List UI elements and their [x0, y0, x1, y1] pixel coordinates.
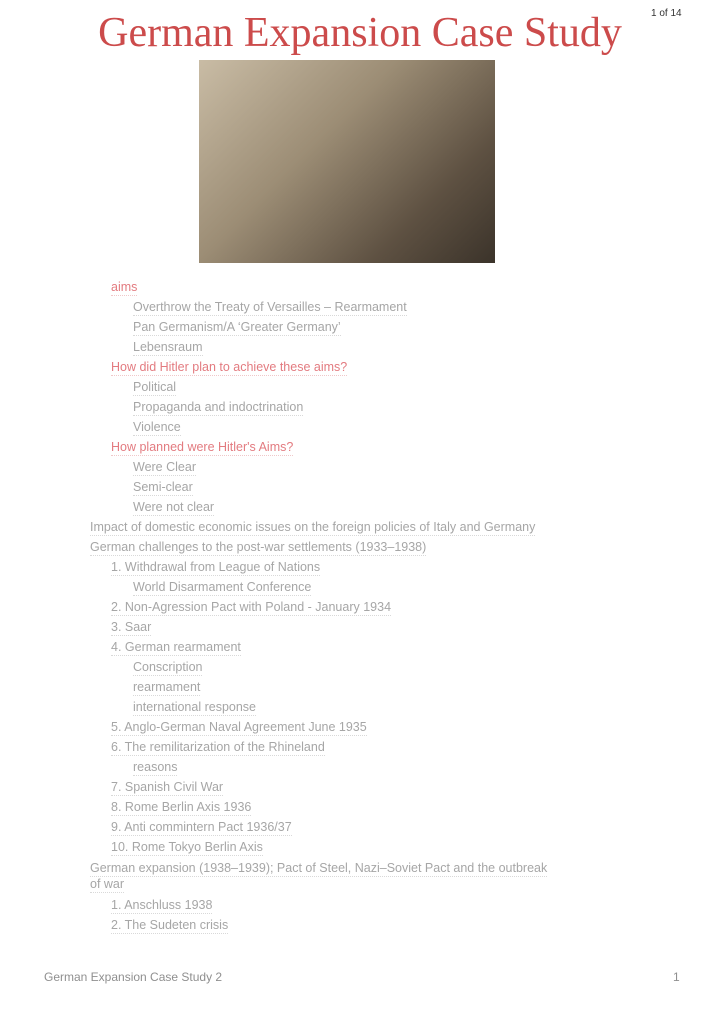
toc-link[interactable]: How did Hitler plan to achieve these aims? [111, 360, 348, 374]
toc-link[interactable]: Lebensraum [133, 340, 203, 354]
toc-link[interactable]: World Disarmament Conference [133, 580, 312, 594]
toc-item[interactable] [111, 739, 325, 755]
toc-link[interactable]: Impact of domestic economic issues on the foreign policies of Italy and Germany [90, 520, 536, 534]
toc-item[interactable] [90, 860, 560, 892]
toc-item[interactable] [133, 419, 181, 435]
page-title: German Expansion Case Study [98, 10, 622, 56]
toc-item[interactable] [111, 439, 293, 455]
toc-link[interactable]: Conscription [133, 660, 203, 674]
toc-item[interactable] [111, 799, 251, 815]
toc-link[interactable]: reasons [133, 760, 178, 774]
toc-link[interactable]: Violence [133, 420, 181, 434]
toc-link[interactable]: 10. Rome Tokyo Berlin Axis [111, 840, 263, 854]
toc-item[interactable] [111, 619, 151, 635]
toc-item[interactable] [133, 759, 177, 775]
toc-link[interactable]: German expansion (1938–1939); Pact of Steel, Nazi–Soviet Pact and the outbreak of war [90, 861, 548, 891]
toc-item[interactable] [133, 579, 311, 595]
toc-item[interactable] [133, 399, 303, 415]
toc-link[interactable]: 1. Withdrawal from League of Nations [111, 560, 321, 574]
toc-item[interactable] [111, 779, 223, 795]
toc-item[interactable] [90, 519, 535, 535]
toc-link[interactable]: rearmament [133, 680, 201, 694]
toc-link[interactable]: international response [133, 700, 256, 714]
toc-link[interactable]: Pan Germanism/A ‘Greater Germany’ [133, 320, 341, 334]
toc-item[interactable] [133, 339, 203, 355]
toc-item[interactable] [111, 279, 137, 295]
toc-link[interactable]: 1. Anschluss 1938 [111, 898, 213, 912]
toc-link[interactable]: 6. The remilitarization of the Rhineland [111, 740, 325, 754]
toc-link[interactable]: Semi-clear [133, 480, 193, 494]
toc-item[interactable] [133, 379, 176, 395]
toc-item[interactable] [133, 659, 202, 675]
toc-link[interactable]: 8. Rome Berlin Axis 1936 [111, 800, 252, 814]
toc-link[interactable]: German challenges to the post-war settlements (1933–1938) [90, 540, 427, 554]
toc-link[interactable]: Were not clear [133, 500, 215, 514]
page-counter: 1 of 14 [651, 8, 682, 19]
toc-link[interactable]: Political [133, 380, 177, 394]
toc-item[interactable] [111, 839, 263, 855]
toc-link[interactable]: Propaganda and indoctrination [133, 400, 304, 414]
toc-item[interactable] [133, 459, 196, 475]
toc-link[interactable]: 5. Anglo-German Naval Agreement June 1935 [111, 720, 367, 734]
toc-link[interactable]: 3. Saar [111, 620, 152, 634]
toc-item[interactable] [111, 719, 367, 735]
toc-link[interactable]: How planned were Hitler's Aims? [111, 440, 294, 454]
toc-item[interactable] [133, 499, 214, 515]
toc-link[interactable]: 2. Non-Agression Pact with Poland - January 1934 [111, 600, 392, 614]
toc-link[interactable]: Overthrow the Treaty of Versailles – Rearmament [133, 300, 407, 314]
toc-item[interactable] [133, 299, 407, 315]
toc-item[interactable] [133, 699, 256, 715]
toc-link[interactable]: 4. German rearmament [111, 640, 241, 654]
footer-page-number: 1 [673, 970, 680, 984]
toc-item[interactable] [133, 679, 200, 695]
toc-link[interactable]: 7. Spanish Civil War [111, 780, 224, 794]
toc-item[interactable] [111, 897, 212, 913]
toc-item[interactable] [111, 559, 320, 575]
toc-item[interactable] [111, 599, 391, 615]
toc-item[interactable] [133, 319, 341, 335]
footer-document-title: German Expansion Case Study 2 [44, 970, 223, 984]
toc-item[interactable] [133, 479, 193, 495]
toc-item[interactable] [111, 819, 292, 835]
toc-link[interactable]: aims [111, 280, 138, 294]
toc-item[interactable] [111, 359, 347, 375]
header-photo [199, 60, 495, 263]
toc-link[interactable]: Were Clear [133, 460, 196, 474]
toc-item[interactable] [90, 539, 426, 555]
toc-link[interactable]: 2. The Sudeten crisis [111, 918, 229, 932]
toc-item[interactable] [111, 639, 241, 655]
toc-link[interactable]: 9. Anti commintern Pact 1936/37 [111, 820, 292, 834]
toc-item[interactable] [111, 917, 228, 933]
